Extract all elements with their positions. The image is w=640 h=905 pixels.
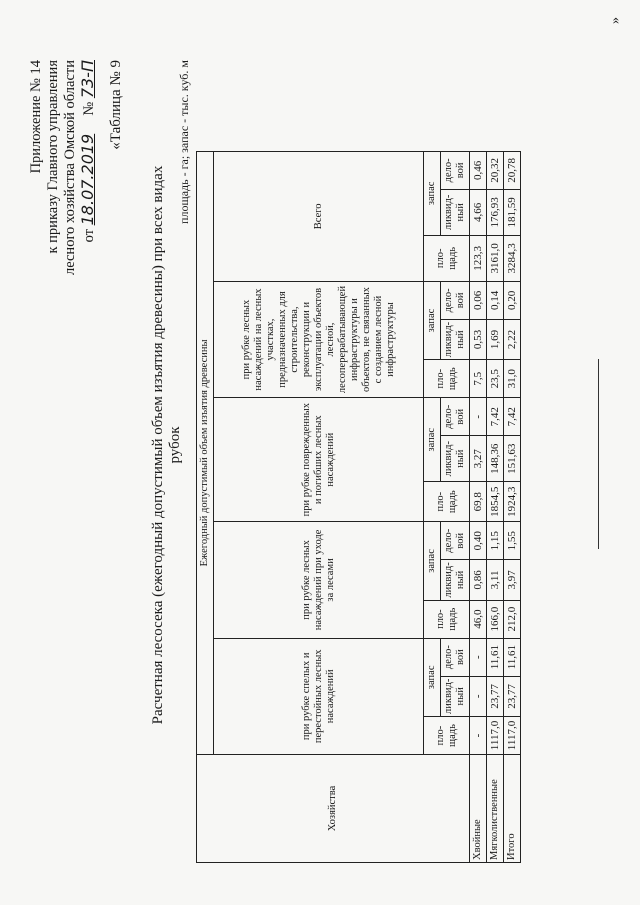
appendix-number: Приложение № 14 bbox=[28, 60, 44, 174]
units-note: площадь - га; запас - тыс. куб. м bbox=[177, 60, 191, 224]
order-number: 73-П bbox=[78, 60, 97, 99]
sub-stock: запас bbox=[424, 638, 441, 716]
sub-liquid: ликвид-ный bbox=[441, 560, 470, 600]
farm-column-header: Хозяйства bbox=[197, 755, 470, 863]
table-cell: 11,61 bbox=[504, 638, 521, 676]
table-cell: 3,27 bbox=[470, 436, 487, 482]
table-cell: 3161,0 bbox=[487, 235, 504, 281]
group-total: Всего bbox=[214, 151, 424, 281]
table-cell: 181,59 bbox=[504, 189, 521, 235]
table-cell: 1854,5 bbox=[487, 482, 504, 522]
table-cell: 0,20 bbox=[504, 281, 521, 319]
sub-stock: запас bbox=[424, 522, 441, 600]
table-cell: - bbox=[470, 717, 487, 755]
sub-area: пло-щадь bbox=[424, 600, 470, 638]
sub-business: дело-вой bbox=[441, 398, 470, 436]
group-damaged-cutting: при рубке поврежденных и погибших лесных насаждений bbox=[214, 398, 424, 522]
table-cell: 20,32 bbox=[487, 151, 504, 189]
table-cell: 7,42 bbox=[487, 398, 504, 436]
table-cell: 7,5 bbox=[470, 360, 487, 398]
table-row bbox=[504, 151, 521, 862]
group-care-cutting: при рубке лесных насаждений при уходе за лесами bbox=[214, 522, 424, 638]
table-cell: 1924,3 bbox=[504, 482, 521, 522]
sub-area: пло-щадь bbox=[424, 360, 470, 398]
allowable-cut-table bbox=[196, 151, 521, 863]
table-cell: 3284,3 bbox=[504, 235, 521, 281]
sub-area: пло-щадь bbox=[424, 482, 470, 522]
group-infrastructure-cutting: при рубке лесных насаждений на лесных участках, предназначенных для строительства, реконструкции и эксплуатации объектов лесной, лесоперерабатывающей инфраструктуры и объектов, не связанных с созданием лесной инфраструктуры bbox=[214, 281, 424, 397]
table-cell: - bbox=[470, 676, 487, 716]
authority-name: лесного хозяйства Омской области bbox=[62, 60, 78, 276]
table-cell: 3,97 bbox=[504, 560, 521, 600]
row-label: Итого bbox=[504, 755, 521, 863]
sub-business: дело-вой bbox=[441, 638, 470, 676]
table-cell: 7,42 bbox=[504, 398, 521, 436]
table-cell: 23,77 bbox=[504, 676, 521, 716]
sub-liquid: ликвид-ный bbox=[441, 676, 470, 716]
sub-stock: запас bbox=[424, 151, 441, 235]
sub-liquid: ликвид-ный bbox=[441, 189, 470, 235]
table-cell: 148,36 bbox=[487, 436, 504, 482]
table-cell: 31,0 bbox=[504, 360, 521, 398]
divider bbox=[598, 359, 599, 549]
table-cell: 0,53 bbox=[470, 319, 487, 359]
table-cell: 176,93 bbox=[487, 189, 504, 235]
appendix-header bbox=[28, 60, 98, 275]
sub-liquid: ликвид-ный bbox=[441, 319, 470, 359]
group-mature-cutting: при рубке спелых и перестойных лесных насаждений bbox=[214, 638, 424, 754]
table-cell: 23,77 bbox=[487, 676, 504, 716]
table-cell: 46,0 bbox=[470, 600, 487, 638]
table-cell: 11,61 bbox=[487, 638, 504, 676]
row-label: Хвойные bbox=[470, 755, 487, 863]
order-date-number: от 18.07.2019 № 73-П bbox=[78, 60, 97, 243]
table-cell: 2,22 bbox=[504, 319, 521, 359]
order-date: 18.07.2019 bbox=[78, 133, 97, 226]
table-cell: 4,66 bbox=[470, 189, 487, 235]
table-row bbox=[470, 151, 487, 862]
page-title: Расчетная лесосека (ежегодный допустимый объем изъятия древесины) при всех видах рубок bbox=[150, 165, 183, 725]
sub-area: пло-щадь bbox=[424, 717, 470, 755]
table-number: «Таблица № 9 bbox=[108, 60, 124, 150]
order-reference: к приказу Главного управления bbox=[45, 60, 61, 254]
table-cell: 0,40 bbox=[470, 522, 487, 560]
sub-business: дело-вой bbox=[441, 281, 470, 319]
table-row bbox=[487, 151, 504, 862]
table-cell: 0,46 bbox=[470, 151, 487, 189]
table-cell: 0,86 bbox=[470, 560, 487, 600]
table-cell: 1117,0 bbox=[504, 717, 521, 755]
table-cell: 1117,0 bbox=[487, 717, 504, 755]
sub-stock: запас bbox=[424, 281, 441, 359]
table-cell: 23,5 bbox=[487, 360, 504, 398]
sub-liquid: ликвид-ный bbox=[441, 436, 470, 482]
row-label: Мягколиственные bbox=[487, 755, 504, 863]
table-cell: 0,06 bbox=[470, 281, 487, 319]
table-cell: 1,15 bbox=[487, 522, 504, 560]
table-cell: 20,78 bbox=[504, 151, 521, 189]
sub-area: пло-щадь bbox=[424, 235, 470, 281]
table-cell: 212,0 bbox=[504, 600, 521, 638]
table-cell: 0,14 bbox=[487, 281, 504, 319]
sub-business: дело-вой bbox=[441, 522, 470, 560]
table-cell: 1,55 bbox=[504, 522, 521, 560]
table-cell: 151,63 bbox=[504, 436, 521, 482]
table-cell: 3,11 bbox=[487, 560, 504, 600]
table-cell: 1,69 bbox=[487, 319, 504, 359]
sub-business: дело-вой bbox=[441, 151, 470, 189]
annual-volume-header: Ежегодный допустимый объем изъятия древесины bbox=[197, 151, 214, 754]
closing-quote: » bbox=[608, 17, 623, 24]
table-body bbox=[470, 151, 521, 862]
table-cell: 123,3 bbox=[470, 235, 487, 281]
sub-stock: запас bbox=[424, 398, 441, 482]
table-cell: 69,8 bbox=[470, 482, 487, 522]
table-cell: - bbox=[470, 638, 487, 676]
table-cell: - bbox=[470, 398, 487, 436]
table-cell: 166,0 bbox=[487, 600, 504, 638]
